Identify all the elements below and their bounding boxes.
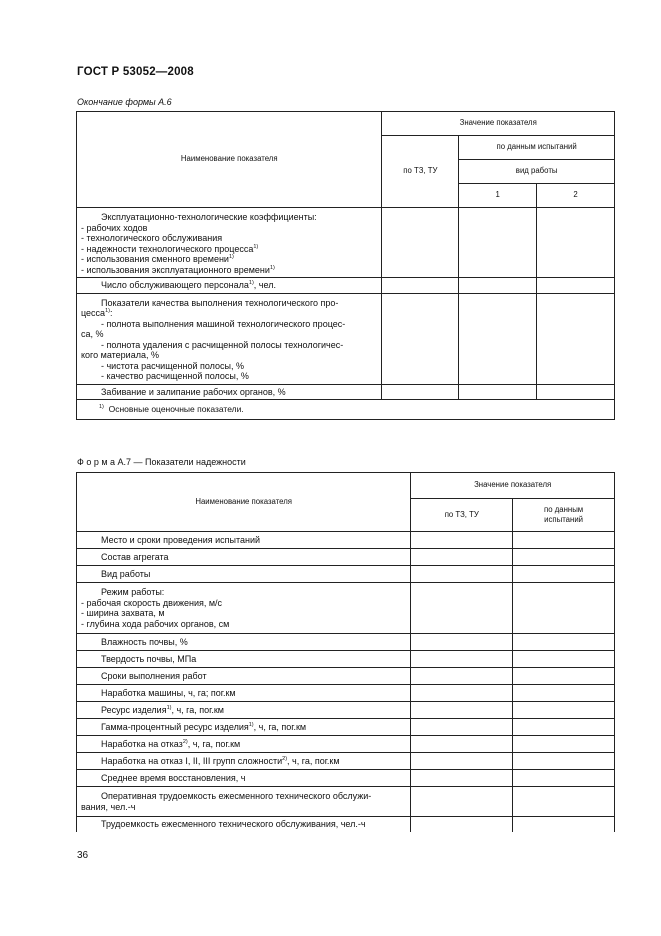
value-cell xyxy=(513,770,615,787)
page-number: 36 xyxy=(77,850,89,861)
table-row xyxy=(77,651,615,668)
row-label: Место и сроки проведения испытаний xyxy=(77,532,411,549)
table-row xyxy=(77,293,615,384)
value-cell xyxy=(411,685,513,702)
value-cell xyxy=(411,736,513,753)
row-label: Наработка машины, ч, га; пог.км xyxy=(77,685,411,702)
row-label: Трудоемкость ежесменного технического обслуживания, чел.-ч xyxy=(77,817,411,832)
table-row xyxy=(77,668,615,685)
col-header-test: по данным испытаний xyxy=(459,136,615,160)
table-row xyxy=(77,634,615,651)
value-cell xyxy=(411,770,513,787)
value-cell xyxy=(411,566,513,583)
value-cell xyxy=(513,668,615,685)
form-a7-body xyxy=(77,532,615,832)
value-cell xyxy=(411,702,513,719)
value-cell xyxy=(513,549,615,566)
value-cell xyxy=(513,685,615,702)
footnote-row xyxy=(77,400,615,420)
col-header-2: 2 xyxy=(537,184,615,208)
value-cell xyxy=(411,719,513,736)
table-row xyxy=(77,278,615,294)
col-header-1: 1 xyxy=(459,184,537,208)
form-a6-table xyxy=(76,111,615,420)
table-row xyxy=(77,787,615,817)
value-cell xyxy=(411,549,513,566)
value-cell xyxy=(513,753,615,770)
value-cell xyxy=(411,634,513,651)
value-cell xyxy=(513,651,615,668)
table-row xyxy=(77,817,615,832)
form-a7-caption: Ф о р м а А.7 — Показатели надежности xyxy=(77,457,246,467)
row-label: Режим работы: - рабочая скорость движения, м/с - ширина захвата, м - глубина хода рабочих органов, см xyxy=(77,583,411,634)
value-cell xyxy=(513,719,615,736)
row-label: Твердость почвы, МПа xyxy=(77,651,411,668)
table-row xyxy=(77,719,615,736)
value-cell xyxy=(411,753,513,770)
row-label: Сроки выполнения работ xyxy=(77,668,411,685)
row-label: Вид работы xyxy=(77,566,411,583)
table-row xyxy=(77,770,615,787)
row-label: Число обслуживающего персонала$^{1)}$, чел. xyxy=(77,278,382,294)
row-label: Состав агрегата xyxy=(77,549,411,566)
value-cell xyxy=(411,817,513,832)
value-cell xyxy=(513,532,615,549)
value-cell xyxy=(513,583,615,634)
col-header-work: вид работы xyxy=(459,160,615,184)
row-label: Гамма-процентный ресурс изделия$^{1)}$, ч, га, пог.км xyxy=(77,719,411,736)
value-cell xyxy=(411,668,513,685)
row-label: Наработка на отказ I, II, III групп сложности$^{2)}$, ч, га, пог.км xyxy=(77,753,411,770)
table-row xyxy=(77,566,615,583)
row-label: Среднее время восстановления, ч xyxy=(77,770,411,787)
row-label: Показатели качества выполнения технологического про- цесса$^{1)}$: - полнота выполнения машиной технологического процес- са, % - полнота удаления с расчищенной полосы технологичес- кого материала, % - чистота расчищенной полосы, % - качество расчищенной полосы, % xyxy=(77,293,382,384)
table-row xyxy=(77,702,615,719)
col-header-value: Значение показателя xyxy=(382,112,615,136)
row-label: Оперативная трудоемкость ежесменного технического обслужи- вания, чел.-ч xyxy=(77,787,411,817)
table-row xyxy=(77,583,615,634)
form-a7-table xyxy=(76,472,615,832)
table-row xyxy=(77,753,615,770)
document-header: ГОСТ Р 53052—2008 xyxy=(77,66,194,78)
value-cell xyxy=(411,532,513,549)
table-row xyxy=(77,685,615,702)
col-header-value: Значение показателя xyxy=(411,473,615,499)
row-label: Влажность почвы, % xyxy=(77,634,411,651)
table-row xyxy=(77,384,615,400)
col-header-name: Наименование показателя xyxy=(77,473,411,532)
row-label: Эксплуатационно-технологические коэффициенты: - рабочих ходов - технологического обслуживания - надежности технологического процесса$^{1)}$ - использования сменного времени$^{1)}$ - использования эксплуатационного времени$^{1)}$ xyxy=(77,208,382,278)
row-label: Забивание и залипание рабочих органов, % xyxy=(77,384,382,400)
value-cell xyxy=(513,702,615,719)
table-row xyxy=(77,736,615,753)
row-label: Ресурс изделия$^{1)}$, ч, га, пог.км xyxy=(77,702,411,719)
col-header-name: Наименование показателя xyxy=(77,112,382,208)
value-cell xyxy=(513,817,615,832)
footnote: $^{1)}$ Основные оценочные показатели. xyxy=(77,400,615,420)
col-header-tz: по ТЗ, ТУ xyxy=(382,136,459,208)
table-row xyxy=(77,532,615,549)
value-cell xyxy=(513,787,615,817)
value-cell xyxy=(411,651,513,668)
table-row xyxy=(77,208,615,278)
col-header-test: по данным испытаний xyxy=(513,499,615,532)
value-cell xyxy=(513,634,615,651)
value-cell xyxy=(513,566,615,583)
table-row xyxy=(77,549,615,566)
value-cell xyxy=(411,583,513,634)
value-cell xyxy=(513,736,615,753)
form-a6-caption: Окончание формы А.6 xyxy=(77,97,172,107)
col-header-tz: по ТЗ, ТУ xyxy=(411,499,513,532)
value-cell xyxy=(411,787,513,817)
row-label: Наработка на отказ$^{2)}$, ч, га, пог.км xyxy=(77,736,411,753)
